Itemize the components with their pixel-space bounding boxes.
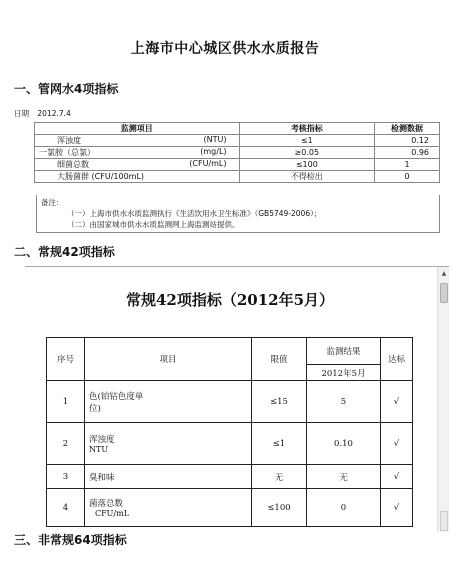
row-item: 细菌总数 (CFU/mL): [35, 159, 240, 171]
section1-heading: 一、管网水4项指标: [14, 82, 119, 96]
report-title: 常规42项指标（2012年5月）: [125, 291, 335, 309]
table-row: [35, 135, 440, 147]
row-item: 浑浊度 NTU: [85, 423, 252, 465]
row-no: 2: [47, 423, 85, 465]
table-row: [35, 147, 440, 159]
row-limit: 不得检出: [239, 171, 375, 183]
col-header-month: 2012年5月: [307, 365, 381, 381]
table-row: [35, 171, 440, 183]
date-value: 2012.7.4: [37, 109, 71, 118]
col-header-item: 监测项目: [35, 123, 240, 135]
row-result: 无: [307, 465, 381, 489]
col-header-value: 检测数据: [375, 123, 440, 135]
row-item: 色(铂钴色度单 位): [85, 381, 252, 423]
row-pass: √: [381, 489, 413, 527]
row-item: 菌落总数 CFU/mL: [85, 489, 252, 527]
notes-line: （一）上海市供水水质监测执行《生活饮用水卫生标准》（GB5749-2006）；: [67, 209, 322, 218]
col-header-limit: 考核指标: [239, 123, 375, 135]
row-result: 5: [307, 381, 381, 423]
scroll-down-button[interactable]: [440, 511, 448, 531]
row-item: 臭和味: [85, 465, 252, 489]
table-row: [47, 465, 413, 489]
scroll-up-icon[interactable]: ▲: [441, 270, 447, 277]
row-value: 1: [375, 159, 440, 171]
notes-label: 备注：: [41, 198, 64, 207]
row-pass: √: [381, 381, 413, 423]
table-row: [47, 381, 413, 423]
vertical-scrollbar[interactable]: [437, 267, 449, 532]
notes-line: （二）由国家城市供水水质监测网上海监测站提供。: [67, 220, 240, 229]
row-limit: ≤100: [239, 159, 375, 171]
row-result: 0: [307, 489, 381, 527]
row-no: 1: [47, 381, 85, 423]
notes-box: [36, 195, 440, 233]
col-header-result: 监测结果: [307, 338, 381, 365]
row-limit: ≤15: [252, 381, 307, 423]
table-header-row: [47, 338, 413, 365]
regular-indicators-table: [46, 337, 413, 527]
row-result: 0.10: [307, 423, 381, 465]
row-limit: ≤100: [252, 489, 307, 527]
col-header-no: 序号: [47, 338, 85, 381]
row-no: 3: [47, 465, 85, 489]
row-item: 一氯胺（总氯） (mg/L): [35, 147, 240, 159]
report-date: [14, 108, 71, 119]
row-value: 0.96: [375, 147, 440, 159]
col-header-limit: 限值: [252, 338, 307, 381]
row-no: 4: [47, 489, 85, 527]
table-header-row: [35, 123, 440, 135]
row-item: 浑浊度 (NTU): [35, 135, 240, 147]
row-limit: ≥0.05: [239, 147, 375, 159]
row-limit: ≤1: [239, 135, 375, 147]
embedded-report-frame[interactable]: [25, 266, 449, 532]
page-title: 上海市中心城区供水水质报告: [130, 41, 320, 57]
row-pass: √: [381, 423, 413, 465]
table-row: [47, 489, 413, 527]
date-label: 日期: [14, 109, 29, 118]
table-row: [35, 159, 440, 171]
row-value: 0: [375, 171, 440, 183]
table-row: [47, 423, 413, 465]
pipe-network-table: [34, 122, 440, 183]
report-content: [25, 267, 435, 532]
row-limit: ≤1: [252, 423, 307, 465]
section2-heading: 二、常规42项指标: [14, 245, 115, 259]
row-pass: √: [381, 465, 413, 489]
row-limit: 无: [252, 465, 307, 489]
col-header-pass: 达标: [381, 338, 413, 381]
row-value: 0.12: [375, 135, 440, 147]
col-header-item: 项目: [85, 338, 252, 381]
row-item: 大肠菌群 (CFU/100mL): [35, 171, 240, 183]
section3-heading: 三、非常规64项指标: [14, 533, 127, 547]
scrollbar-thumb[interactable]: [440, 283, 448, 303]
